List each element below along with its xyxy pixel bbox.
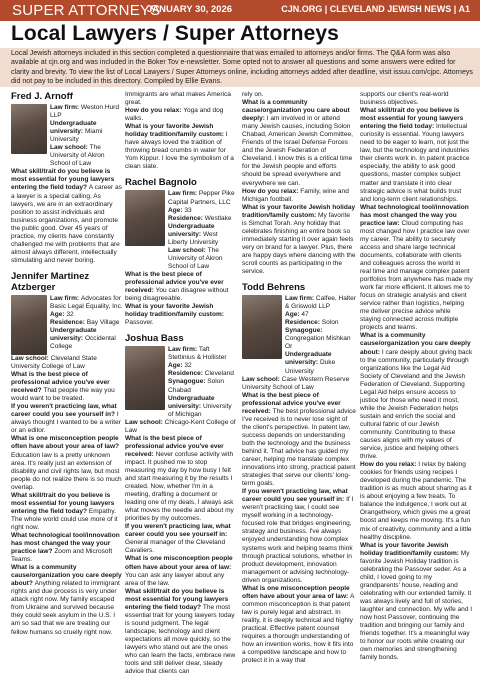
fact-value: The University of Akron School of Law: [50, 144, 105, 168]
fact-label: Synagogue:: [168, 378, 208, 386]
attorney-photo: [125, 190, 165, 246]
answer: Yoga and dog walks.: [125, 107, 224, 123]
fact-label: Residence:: [50, 319, 87, 327]
question: What is a community cause/organization you care deeply about?: [11, 564, 122, 588]
question: How do you relax:: [125, 107, 184, 115]
fact-label: Synagogue:: [285, 327, 323, 335]
attorney-photo: [11, 104, 47, 154]
attorney-photo: [11, 295, 47, 355]
fact-value: The University of Akron School of Law: [168, 246, 223, 270]
answer: Intellectual curiosity is essential. Young lawyers need to be eager to learn, not just the law, but the technology and industries their clients work in. In patent practice especially, the ability to ask good questions, master complex subject matter and translate it into clear strategic advice is what builds trust and long-term client relationships.: [360, 123, 470, 203]
fact-value: Congregation Mishkan Or: [285, 335, 351, 351]
fact-label: Undergraduate university:: [168, 222, 215, 238]
question: What is one misconception people often have about your area of law?: [11, 435, 120, 451]
fact-label: Law firm:: [168, 346, 199, 354]
publication-info: CJN.ORG | CLEVELAND JEWISH NEWS | A1: [281, 4, 470, 14]
intro-text: Local Jewish attorneys included in this section completed a questionnaire that was emailed to attorneys and/or firms. The Q&A form was also available at cjn.org and was included in the Boker Tov e-newsletter. Some opted not to answer all questions and some answers were edited for clarity and brevity. To view the list of Local Lawyers / Super Attorneys online, including attorneys added after deadline, visit issuu.com/cjpc. Attorneys did not pay to be included in this directory. Compiled by Ellie Evans.: [11, 50, 473, 85]
fact-value: Pepper Pike Capital Partners, LLC: [168, 190, 235, 206]
fact-value: 32: [184, 362, 192, 370]
answer: My favorite is Simchat Torah. Any holiday that celebrates finishing an entire book so immediately starting it over again feels very on brand for a lawyer. Plus, there are happy days where dancing with the scroll counts as participating in the service.: [242, 211, 356, 276]
fact-value: Duke University: [285, 359, 336, 375]
fact-label: Law firm:: [50, 104, 81, 111]
attorney-name: Joshua Bass: [125, 333, 184, 345]
fact-label: Law school:: [11, 354, 51, 362]
fact-label: Law firm:: [285, 295, 316, 303]
column-4: [360, 91, 473, 662]
fact-value: Chicago-Kent College of Law: [125, 418, 236, 434]
section-kicker: SUPER ATTORNEYS: [12, 2, 161, 19]
question: What is one misconception people often have about your area of law:: [242, 584, 351, 600]
fact-label: Law school:: [50, 144, 90, 152]
question: What is a community cause/organization you care about deeply:: [242, 99, 350, 123]
question: What is a community cause/organization you care deeply about:: [360, 332, 471, 356]
question: What is the best piece of professional advice you've ever received?: [11, 371, 110, 395]
fact-value: Solon: [321, 319, 339, 327]
fact-value: Taft Stettinius & Hollister: [168, 346, 227, 362]
attorney-photo: [242, 295, 282, 359]
answer: Anything related to immigrant rights and due process is very under attack right now. My family escaped from Ukraine and survived because they could seek asylum in the U.S. I am so sad that we are treating our fellow humans so cruelly right now.: [11, 580, 120, 636]
question: How do you relax:: [242, 187, 301, 195]
fact-value: Solon Chabad: [168, 378, 225, 394]
answer: Family, wine and Michigan football.: [242, 187, 349, 203]
question: What is the best piece of professional advice you've ever received:: [125, 434, 224, 458]
attorney-name: Todd Behrens: [242, 282, 306, 294]
answer: I am involved in or attend many Jewish causes, including Solon Chabad, American Jewish Committee, Friends of the Israel Defense Forces and the Jewish Federation of Cleveland. I know this is a critical time for the Jewish people and efforts should be spread everywhere and everywhere we can.: [242, 115, 353, 187]
answer: A common misconception is that patent law is purely legal and abstract. In reality, it is deeply technical and highly practical. Effective patent counsel requires a thorough understanding of how an invention works, how it fits into a competitive landscape and how to protect it in a way that: [242, 592, 355, 665]
attorney-name: Jennifer Martinez Atzberger: [11, 270, 90, 293]
question: What skill/trait do you believe is most essential for young lawyers entering the field today:: [360, 107, 464, 131]
fact-value: 33: [184, 206, 192, 214]
fact-label: Undergraduate university:: [285, 351, 332, 367]
answer: Zoom and Microsoft Teams.: [11, 548, 113, 564]
question: What technological tool/innovation has most changed the way you practice law:: [360, 203, 469, 227]
answer: If I weren't practicing law, I could see myself working in a technology-focused role that bridges engineering, strategy and business. I've always enjoyed understanding how complex systems work and helping teams think through practical solutions, whether in product development, innovation management or advising technology-driven organizations.: [242, 496, 354, 584]
fact-value: University of Michigan: [168, 402, 232, 418]
continued-text: Immigrants are what makes America great.: [125, 91, 231, 107]
fact-value: Calfee, Halter & Griswold LLP: [285, 295, 356, 311]
question: What skill/trait do you believe is most essential for young lawyers entering the field today?: [125, 587, 229, 611]
answer: My favorite Jewish Holiday tradition is celebrating the Passover seder. As a child, I loved going to my grandparents' house, reading and celebrating with our extended family. It was always lively and full of stories, laughter and connection. My wife and I now host Passover, continuing the tradition and bringing our family and friends together. It's a meaningful way to honor our roots while creating our own memories and strengthening family bonds.: [360, 549, 473, 662]
answer: I always thought I wanted to be a writer or an editor.: [11, 411, 121, 435]
page-headline: Local Lawyers / Super Attorneys: [11, 22, 339, 45]
fact-value: Occidental College: [50, 335, 116, 351]
fact-label: Law firm:: [168, 190, 199, 198]
column-2: [125, 91, 238, 676]
question: What is your favorite Jewish holiday tradition/family custom:: [242, 203, 356, 219]
question: If you weren't practicing law, what career could you see yourself in:: [125, 523, 231, 539]
issue-date: JANUARY 30, 2026: [147, 4, 233, 15]
answer: You can disagree without being disagreeable.: [125, 287, 229, 303]
fact-value: Westlake: [204, 214, 232, 222]
answer: I relax by baking cookies for friends using recipes I developed during the pandemic. The tradition is as much about sharing as it is about enjoying a few treats. To balance the indulgence, I work out at Orangetheory, which gives me a great boost and keeps me moving. It's a fun mix of creativity, community and a little healthy discipline.: [360, 461, 472, 541]
answer: That people the way you would want to be treated.: [11, 387, 115, 403]
answer: I care deeply about giving back to the community, particularly through organizations like the Legal Aid Society of Cleveland and the Jewish Federation of Cleveland. Supporting Legal Aid helps ensure access to justice for those who need it most, while the Jewish Federation helps sustain and enrich the social and cultural fabric of our Jewish community. Contributing to these causes aligns with my values of service, justice and helping others thrive.: [360, 348, 473, 461]
fact-label: Law school:: [168, 246, 208, 254]
question: If you weren't practicing law, what career could you see yourself in:: [242, 488, 348, 504]
answer: Education law is a pretty unknown area. It's really just an extension of disability and civil rights law, but most people do not realize there is so much overlap.: [11, 451, 122, 491]
column-1: [11, 91, 124, 637]
question: What skill/trait do you believe is most essential for young lawyers entering the field today?: [11, 168, 115, 192]
continued-text: supports our client's real-world business objectives.: [360, 91, 449, 107]
fact-label: Age:: [285, 311, 302, 319]
fact-label: Law firm:: [50, 294, 81, 302]
question: What is the best piece of professional advice you've ever received:: [242, 391, 341, 415]
fact-label: Undergraduate university:: [50, 120, 97, 136]
answer: I have always loved the tradition of throwing bread crumbs in water for Yom Kippur. I love the symbolism of a clean slate.: [125, 131, 234, 171]
fact-value: 47: [301, 311, 309, 319]
fact-value: Cleveland State University College of Law: [11, 354, 97, 370]
fact-value: Cleveland: [204, 370, 234, 378]
fact-label: Age:: [50, 311, 67, 319]
answer: Cloud computing has most changed how I practice law over my career. The ability to securely access and share large technical documents, collaborate with clients and colleagues across the world in real time and manage complex patent portfolios from anywhere has made my work far more efficient. It allows me to focus on strategic analysis and client service rather than logistics, helping me deliver precise advice while staying connected across multiple projects and teams.: [360, 219, 473, 332]
fact-label: Residence:: [168, 214, 205, 222]
answer: A career as a lawyer is a special calling. As lawyers, we are in an extraordinary position to assist individuals and business organizations, and promote the public good. Over 45 years of practice, my clients have constantly challenged me with problems that are almost always different, intellectually stimulating and never boring.: [11, 184, 122, 264]
fact-value: Weston Hurd LLP: [50, 104, 120, 120]
fact-value: Advocates for Basic Legal Equality, Inc.: [50, 294, 123, 310]
fact-value: Case Western Reserve University School of Law: [242, 375, 350, 391]
fact-label: Law school:: [242, 375, 282, 383]
fact-label: Age:: [168, 206, 185, 214]
fact-value: Bay Village: [86, 319, 120, 327]
fact-label: Residence:: [168, 370, 205, 378]
column-3: [242, 91, 356, 665]
question: What skill/trait do you believe is most essential for young lawyers entering the field today?: [11, 491, 115, 515]
answer: Never confuse activity with impact. It pushed me to stop measuring my day by how busy I felt and start measuring it by the results I created. Now, whether I'm in a meeting, drafting a document or leading one of my deals, I always ask what moves the needle and about my priorities by my outcomes.: [125, 450, 234, 523]
attorney-photo: [125, 346, 165, 410]
fact-value: Miami University: [50, 128, 103, 144]
fact-value: West Liberty University: [168, 230, 219, 246]
answer: Passover.: [125, 319, 154, 327]
question: How do you relax:: [360, 461, 419, 469]
answer: The most essential trait for young lawyers today is sound judgment. The legal landscape, technology and client expectations all move quickly, so the lawyers who stand out are the ones who can learn the facts, embrace new tools and still deliver clear, steady advice that clients can: [125, 603, 236, 676]
answer: Empathy. The whole world could use more of it right now.: [11, 507, 118, 531]
fact-label: Undergraduate university:: [50, 327, 97, 343]
fact-label: Undergraduate university:: [168, 394, 215, 410]
question: What is your favorite Jewish holiday tradition/family custom:: [125, 303, 224, 319]
fact-label: Law school:: [125, 418, 165, 426]
attorney-name: Rachel Bagnolo: [125, 177, 197, 189]
question: What is your favorite Jewish holiday tradition/family custom:: [360, 541, 461, 557]
fact-label: Age:: [168, 362, 185, 370]
question: If you weren't practicing law, what career could you see yourself in?: [11, 403, 117, 419]
section-banner: [0, 0, 480, 21]
question: What is the best piece of professional advice you've ever received:: [125, 270, 224, 295]
question: What is one misconception people often have about your area of law:: [125, 555, 233, 571]
answer: General manager of the Cleveland Cavaliers.: [125, 539, 226, 555]
answer: You can ask any lawyer about any area of the law.: [125, 571, 225, 587]
question: What is your favorite Jewish holiday tradition/family custom:: [125, 123, 226, 139]
intro-box: [0, 48, 480, 87]
continued-text: rely on.: [242, 91, 264, 98]
fact-label: Residence:: [285, 319, 322, 327]
fact-value: 32: [66, 311, 74, 319]
attorney-name: Fred J. Arnoff: [11, 91, 73, 102]
question: What technological tool/innovation has most changed the way your practice law?: [11, 531, 120, 556]
answer: The best professional advice I've received is to never lose sight of the client's perspective. In patent law, success depends on understanding both the technology and the business behind it. That advice has guided my career, helping me translate complex innovations into strong, practical patent strategies that serve our clients' long-term goals.: [242, 407, 356, 488]
